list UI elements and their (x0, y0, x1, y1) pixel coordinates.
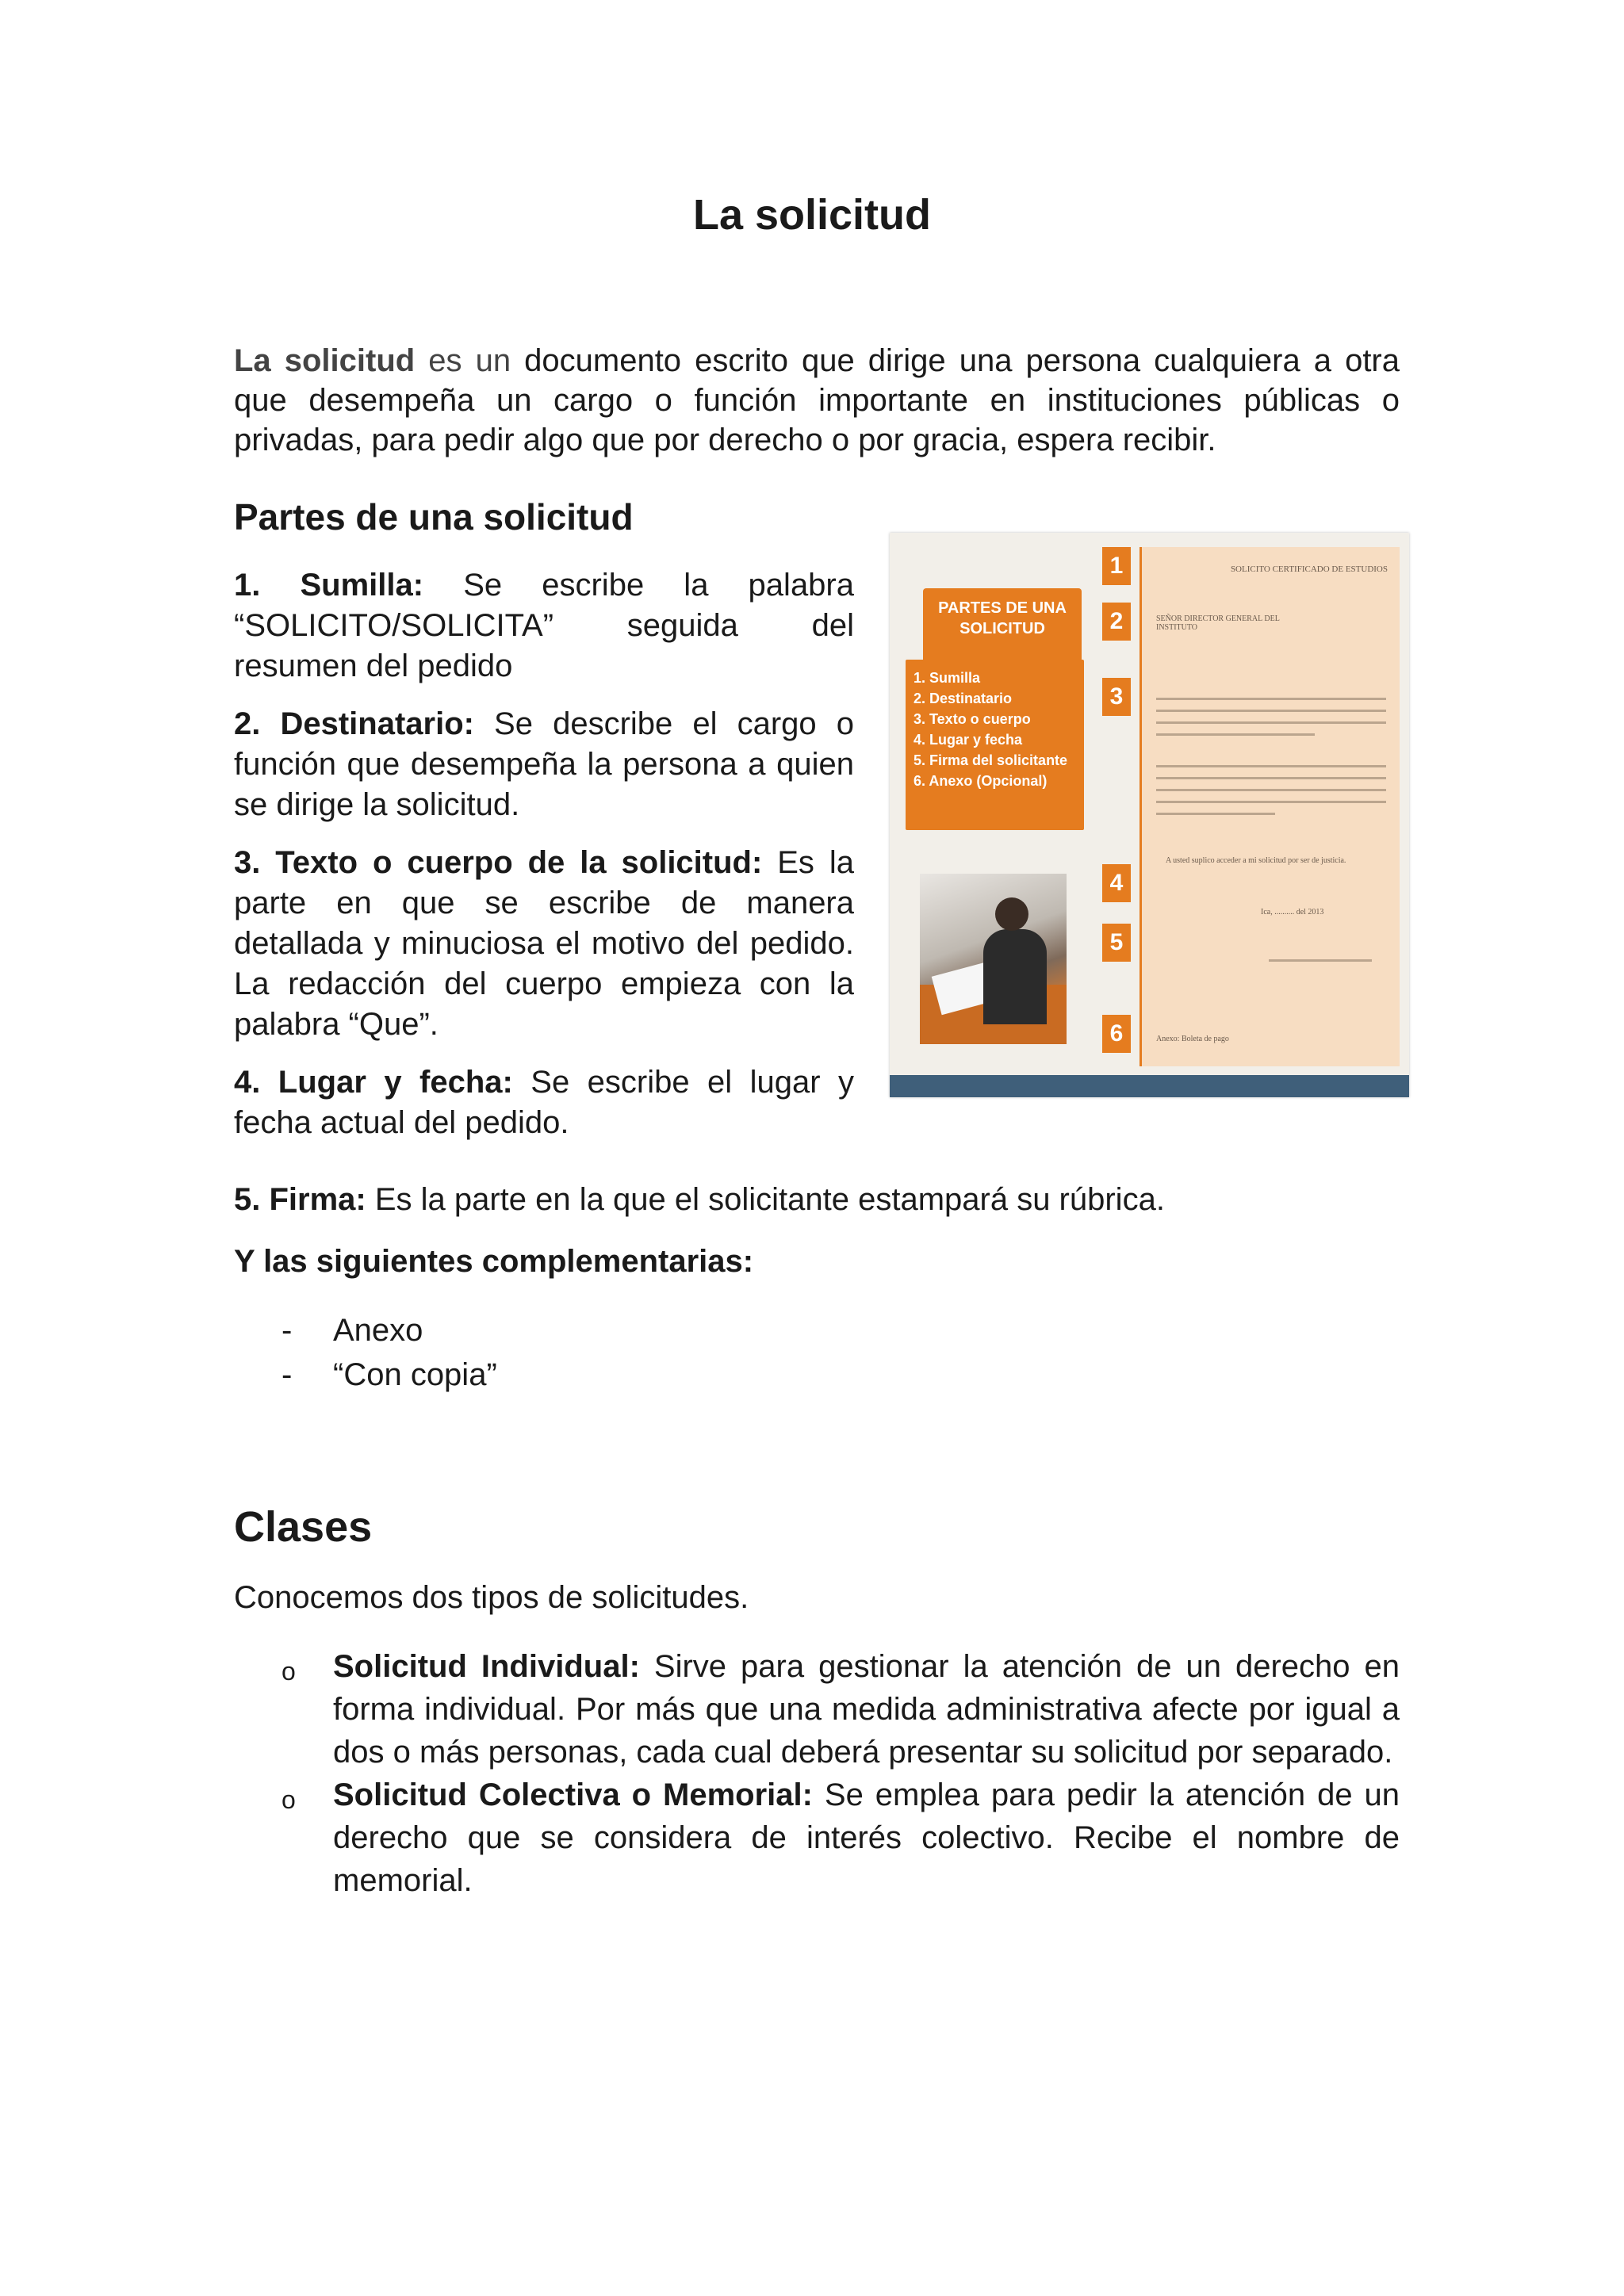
firma-paragraph (234, 1180, 1400, 1220)
figure-number: 6 (1102, 1015, 1131, 1053)
figure-item: 2. Destinatario (914, 691, 1013, 706)
intro-rest: documento escrito que dirige una persona cualquiera a otra que desempeña un cargo o función importante en instituciones públicas o privadas, para pedir algo que por derecho o por gracia, espera recibir. (234, 343, 1400, 457)
intro-paragraph (234, 341, 1400, 460)
figure-item: 1. Sumilla (914, 670, 981, 686)
part-text: Se escribe la palabra “SOLICITO/SOLICITA” seguida del resumen del pedido (234, 568, 854, 683)
part-item (234, 704, 854, 825)
clases-heading: Clases (234, 1503, 373, 1551)
firma-label: 5. Firma: (234, 1182, 366, 1217)
figure-number: 5 (1102, 924, 1131, 962)
figure-number-column (1102, 547, 1132, 1066)
doc-annex: Anexo: Boleta de pago (1156, 1035, 1229, 1043)
figure-number: 3 (1102, 678, 1131, 716)
clase-text: Se emplea para pedir la atención de un derecho que se considera de interés colectivo. Recibe el nombre de memorial. (333, 1777, 1400, 1898)
clases-intro: Conocemos dos tipos de solicitudes. (234, 1580, 749, 1615)
figure-tab-title: PARTES DE UNA SOLICITUD (923, 588, 1082, 664)
list-item: - “Con copia” (282, 1353, 497, 1397)
circle-bullet-icon: o (282, 1785, 296, 1814)
doc-place: Ica, .......... del 2013 (1261, 908, 1324, 916)
figure-items-list (914, 668, 1067, 791)
firma-text: Es la parte en la que el solicitante estampará su rúbrica. (366, 1182, 1165, 1217)
intro-lead-plain: es un (415, 343, 511, 378)
intro-lead-bold: La solicitud (234, 343, 416, 378)
clase-text: Sirve para gestionar la atención de un derecho en forma individual. Por más que una medida administrativa afecte por igual a dos o más personas, cada cual deberá presentar su solicitud por separado. (333, 1649, 1400, 1770)
part-label: 3. Texto o cuerpo de la solicitud: (234, 845, 763, 880)
clase-label: Solicitud Colectiva o Memorial: (333, 1777, 813, 1812)
doc-recipient: SEÑOR DIRECTOR GENERAL DEL INSTITUTO (1156, 614, 1280, 632)
parts-list (234, 565, 854, 1161)
part-item (234, 843, 854, 1045)
circle-bullet-icon: o (282, 1657, 296, 1686)
doc-closing: A usted suplico acceder a mi solicitud por ser de justicia. (1166, 856, 1346, 865)
parts-heading: Partes de una solicitud (234, 496, 634, 538)
part-label: 4. Lugar y fecha: (234, 1065, 513, 1100)
part-text: Se escribe el lugar y fecha actual del pedido. (234, 1065, 855, 1140)
complementarias-heading: Y las siguientes complementarias: (234, 1244, 754, 1279)
list-item: - Anexo (282, 1308, 497, 1353)
part-item (234, 565, 854, 687)
parts-figure-image (890, 533, 1409, 1097)
figure-item: 6. Anexo (Opcional) (914, 773, 1048, 789)
list-item (282, 1645, 1400, 1774)
doc-title: SOLICITO CERTIFICADO DE ESTUDIOS (1230, 564, 1388, 574)
figure-number: 4 (1102, 864, 1131, 902)
part-text: Se describe el cargo o función que desempeña la persona a quien se dirige la solicitud. (234, 706, 854, 822)
complementarias-list (282, 1308, 497, 1397)
figure-bottom-bar (890, 1075, 1409, 1097)
part-label: 2. Destinatario: (234, 706, 474, 741)
part-text: Es la parte en que se escribe de manera detallada y minuciosa el motivo del pedido. La redacción del cuerpo empieza con la palabra “Que”. (234, 845, 854, 1042)
figure-number: 2 (1102, 603, 1131, 641)
clases-list (282, 1645, 1400, 1902)
list-item (282, 1774, 1400, 1902)
office-photo (920, 874, 1067, 1044)
figure-item: 3. Texto o cuerpo (914, 711, 1031, 727)
part-label: 1. Sumilla: (234, 568, 424, 603)
figure-number: 1 (1102, 547, 1131, 585)
clase-label: Solicitud Individual: (333, 1649, 640, 1684)
figure-item: 5. Firma del solicitante (914, 752, 1068, 768)
figure-item: 4. Lugar y fecha (914, 732, 1023, 748)
sample-document (1139, 547, 1400, 1066)
page-title: La solicitud (692, 191, 932, 239)
part-item (234, 1062, 854, 1143)
